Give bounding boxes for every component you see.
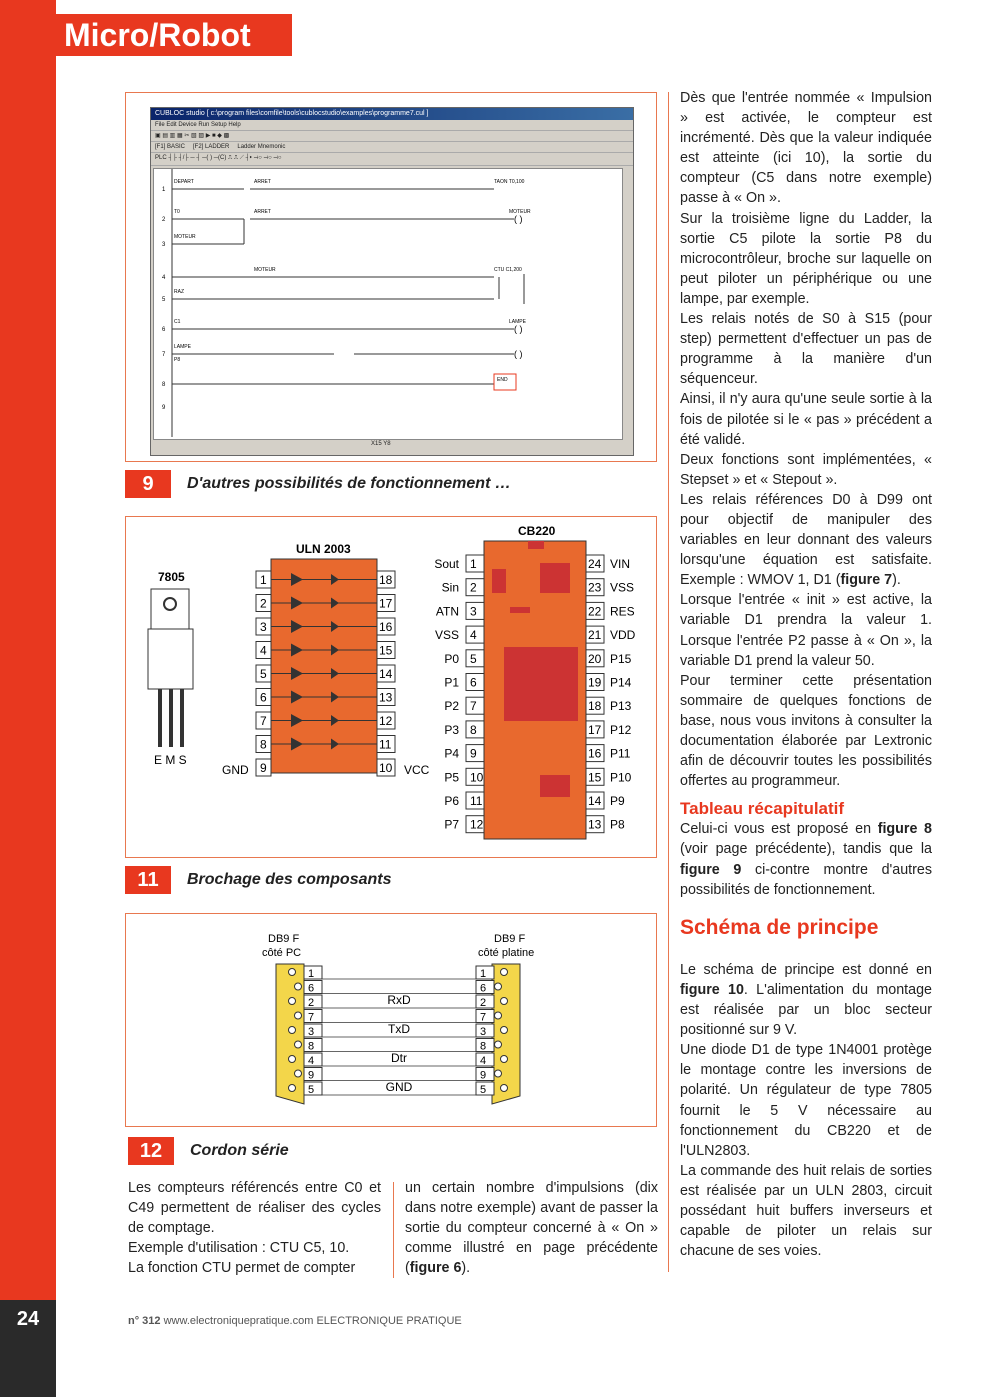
db9-right-contact xyxy=(501,1056,508,1063)
db9-left-pin: 6 xyxy=(308,982,315,995)
column-rule xyxy=(393,1182,394,1278)
col1-para-3: La fonction CTU permet de compter xyxy=(128,1260,356,1277)
ladder-label-arret: ARRET xyxy=(254,179,271,185)
cb-pin-name-left: VSS xyxy=(434,628,459,643)
footer xyxy=(128,1315,462,1327)
uln-label: ULN 2003 xyxy=(296,542,351,556)
col1-para-1: Les compteurs référencés entre C0 et C49 permettent de réaliser des cycles de comptage. xyxy=(128,1180,381,1237)
left-red-band xyxy=(0,0,56,1397)
db9-left-contact xyxy=(295,1070,302,1077)
figure-12-caption-text: Cordon série xyxy=(190,1142,289,1159)
toolbar: ▣ ▤ ▥ ▦ ✂ ▧ ▨ ▶ ■ ◆ ▩ xyxy=(151,131,633,142)
cb-pin-name-left: P4 xyxy=(444,746,459,761)
cb-pin-num-left: 7 xyxy=(470,699,477,714)
cb-pin-num-left: 1 xyxy=(470,557,477,571)
figure-10-ref: figure 10 xyxy=(680,981,744,998)
db9-left-contact xyxy=(289,998,296,1005)
ladder-label-p8: P8 xyxy=(174,357,181,363)
figure-11-number: 11 xyxy=(125,866,171,894)
cb-pin-num-right: 19 xyxy=(588,675,602,690)
pinout-diagram xyxy=(126,517,656,857)
ladder-editor xyxy=(153,168,623,440)
figure-11-frame xyxy=(125,516,657,858)
menu-bar: File Edit Device Run Setup Help xyxy=(151,120,633,131)
uln-pin-right-12: 12 xyxy=(379,714,393,728)
ladder-palette: PLC ┤├ ┤/├ ─ ┤ ─( ) ─(C) ⎍ ⎍ ⟋ ┤▸ ⊣○ ⊣○ ⊣○ xyxy=(151,153,633,166)
uln-pin-left-7: 7 xyxy=(260,714,267,728)
db9-right-pin: 7 xyxy=(480,1011,487,1024)
cb-pin-name-left: Sout xyxy=(434,557,459,571)
cb-pin-num-left: 3 xyxy=(470,604,477,619)
db9-right-sub: côté platine xyxy=(478,947,535,959)
cb-pin-num-left: 12 xyxy=(470,817,484,832)
cb-pin-num-left: 9 xyxy=(470,746,477,761)
magazine-name: ELECTRONIQUE PRATIQUE xyxy=(316,1315,462,1327)
ladder-label-raz: RAZ xyxy=(174,289,184,295)
db9-left-pin: 9 xyxy=(308,1069,315,1082)
cb-pin-name-left: P5 xyxy=(444,770,459,785)
cb-pin-name-right: VIN xyxy=(610,557,631,571)
db9-left-pin: 4 xyxy=(308,1055,315,1067)
uln-pin-left-5: 5 xyxy=(260,667,267,681)
right-para-6: Les relais références D0 à D99 ont pour objectif de manipuler des variables en leur donnant des valeurs lorsqu'une équation est satisfaite. Exemple : WMOV 1, D1 (figure 7). xyxy=(680,491,932,589)
uln-vcc-label: VCC xyxy=(404,763,430,777)
col2-para: un certain nombre d'impulsions (dix dans notre exemple) avant de passer la sortie du compteur concerné à « On » comme illustré en page précédente (figure 6). xyxy=(405,1180,658,1277)
figure-6-ref: figure 6 xyxy=(409,1260,462,1277)
cb-pin-num-right: 18 xyxy=(588,699,602,714)
right-column-rule xyxy=(668,92,669,1272)
db9-right-title: DB9 F xyxy=(494,933,526,945)
db9-left-pin: 8 xyxy=(308,1040,315,1053)
svg-text:6: 6 xyxy=(162,327,166,333)
svg-text:3: 3 xyxy=(162,242,166,248)
cb220-label: CB220 xyxy=(518,524,556,538)
website[interactable]: www.electroniquepratique.com xyxy=(163,1315,314,1327)
column-1 xyxy=(128,1178,381,1278)
cb-pin-name-left: Sin xyxy=(441,580,459,595)
right-para-7: Lorsque l'entrée « init » est active, la variable D1 prendra la valeur 1. Lorsque l'entrée P2 passe à « On », la variable D1 prend la valeur 50. xyxy=(680,592,932,669)
svg-text:2: 2 xyxy=(162,217,166,223)
ladder-label-taon: TAON T0,100 xyxy=(494,179,525,185)
svg-text:4: 4 xyxy=(162,275,166,281)
cb-pin-num-left: 6 xyxy=(470,675,477,690)
db9-cable-diagram xyxy=(126,914,656,1126)
reg-label: 7805 xyxy=(158,570,185,584)
db9-left-title: DB9 F xyxy=(268,933,300,945)
ladder-label-arret-2: ARRET xyxy=(254,209,271,215)
uln-pin-left-4: 4 xyxy=(260,643,267,658)
db9-right-pin: 6 xyxy=(480,982,487,995)
cb-pin-num-left: 2 xyxy=(470,580,477,595)
cb-pin-num-right: 16 xyxy=(588,746,602,761)
cb-pin-num-right: 22 xyxy=(588,604,602,619)
db9-left-pin: 3 xyxy=(308,1026,315,1038)
db9-right-contact xyxy=(495,1070,502,1077)
db9-right-pin: 1 xyxy=(480,968,487,980)
db9-right-contact xyxy=(501,998,508,1005)
svg-text:9: 9 xyxy=(162,405,166,411)
cb-pin-name-right: P14 xyxy=(610,675,632,690)
status-bar: X15 Y8 xyxy=(371,441,391,447)
ladder-label-c1: C1 xyxy=(174,319,181,325)
cb-pin-name-left: P0 xyxy=(444,651,459,666)
db9-right-contact xyxy=(495,1041,502,1048)
cb-pin-name-left: P7 xyxy=(444,817,459,832)
cb-pin-num-left: 4 xyxy=(470,628,477,643)
right-column xyxy=(680,88,932,1261)
uln-pin-left-6: 6 xyxy=(260,690,267,705)
right-para-5: Deux fonctions sont implémentées, « Stepset » et « Stepout ». xyxy=(680,451,932,488)
cb-pin-name-right: P13 xyxy=(610,699,632,714)
right-para-10: Le schéma de principe est donné en figure 10. L'alimentation du montage est réalisée par un bloc secteur positionné sur 9 V. xyxy=(680,961,932,1039)
cubloc-window xyxy=(150,107,634,456)
ladder-label-ctu: CTU C1,200 xyxy=(494,267,522,273)
db9-signal-label: RxD xyxy=(387,993,411,1007)
db9-right-pin: 9 xyxy=(480,1069,487,1082)
db9-signal-label: Dtr xyxy=(391,1051,407,1065)
svg-text:8: 8 xyxy=(162,382,166,388)
cb-pin-num-right: 17 xyxy=(588,722,602,737)
figure-11-caption-text: Brochage des composants xyxy=(187,871,392,888)
cb-pin-num-right: 23 xyxy=(588,580,602,595)
uln-pin-left-1: 1 xyxy=(260,573,267,587)
uln-pin-right-11: 11 xyxy=(379,737,392,752)
db9-right-pin: 3 xyxy=(480,1026,487,1038)
cb-pin-num-right: 21 xyxy=(588,628,602,643)
right-para-4: Ainsi, il n'y aura qu'une seule sortie à la fois de pilotée si le « pas » précédent a été validé. xyxy=(680,391,932,448)
db9-right-contact xyxy=(501,1085,508,1092)
cb-pin-name-right: VDD xyxy=(610,628,636,643)
figure-9-number: 9 xyxy=(125,470,171,498)
cb-pin-name-left: ATN xyxy=(435,604,459,619)
tab-bar xyxy=(151,142,633,153)
uln-pin-left-3: 3 xyxy=(260,620,267,634)
tab-mnemonic[interactable]: Ladder Mnemonic xyxy=(237,144,286,150)
cb-pin-num-left: 11 xyxy=(470,794,483,808)
figure-11-caption xyxy=(125,866,392,894)
db9-right-contact xyxy=(495,983,502,990)
db9-left-sub: côté PC xyxy=(262,947,302,959)
svg-text:( ): ( ) xyxy=(514,324,523,334)
uln-pin-right-14: 14 xyxy=(379,667,393,681)
cb-pin-num-left: 5 xyxy=(470,651,477,666)
uln-pin-right-10: 10 xyxy=(379,761,393,775)
db9-left-pin: 5 xyxy=(308,1084,315,1096)
db9-right-contact xyxy=(501,1027,508,1034)
issue-number: n° 312 xyxy=(128,1315,161,1327)
figure-8-ref: figure 8 xyxy=(877,821,932,838)
db9-signal-label: TxD xyxy=(388,1022,410,1036)
db9-right-pin: 2 xyxy=(480,997,487,1009)
db9-right-contact xyxy=(501,969,508,976)
uln-pin-right-13: 13 xyxy=(379,690,393,705)
right-para-3: Les relais notés de S0 à S15 (pour step) permettent d'effectuer un pas de programme à la manière d'un séquenceur. xyxy=(680,311,932,388)
right-para-8: Pour terminer cette présentation sommaire de quelques fonctions de base, nous vous invitons à consulter la documentation élaborée par Lextronic afin de découvrir toutes les possibilités offertes au programmeur. xyxy=(680,672,932,790)
cb-pin-name-right: RES xyxy=(610,604,635,619)
figure-9-caption xyxy=(125,470,511,498)
cb-pin-num-right: 14 xyxy=(588,794,602,808)
db9-left-contact xyxy=(289,1085,296,1092)
column-2 xyxy=(405,1178,658,1278)
svg-text:1: 1 xyxy=(162,187,166,193)
right-para-11: Une diode D1 de type 1N4001 protège le montage contre les inversions de polarité. Un régulateur de type 7805 fournit le 5 V nécessaire au fonctionnement du CB220 et de l'ULN2803. xyxy=(680,1042,932,1159)
ladder-diagram xyxy=(154,169,622,439)
window-title: CUBLOC studio [ c:\program files\comfile\tools\cublocstudio\examples\programme7.cul ] xyxy=(151,108,633,120)
figure-12-number: 12 xyxy=(128,1137,174,1165)
cb-pin-num-right: 13 xyxy=(588,817,602,832)
db9-right-pin: 5 xyxy=(480,1084,487,1096)
section-header: Micro/Robot xyxy=(56,14,292,56)
col1-para-2: Exemple d'utilisation : CTU C5, 10. xyxy=(128,1240,350,1257)
db9-left-contact xyxy=(295,1012,302,1019)
heading-tableau: Tableau récapitulatif xyxy=(680,799,845,819)
uln-pin-right-18: 18 xyxy=(379,573,393,587)
figure-7-ref: figure 7 xyxy=(840,572,893,589)
figure-12-caption xyxy=(128,1137,289,1165)
cb-pin-name-left: P6 xyxy=(444,794,459,808)
cb-pin-name-right: P11 xyxy=(610,746,631,761)
ladder-label-moteur-out: MOTEUR xyxy=(509,209,531,215)
db9-right-pin: 4 xyxy=(480,1055,487,1067)
cb-pin-num-right: 24 xyxy=(588,557,602,571)
cb-pin-num-left: 8 xyxy=(470,722,477,737)
ladder-label-moteur: MOTEUR xyxy=(174,234,196,240)
right-para-9: Celui-ci vous est proposé en figure 8 (voir page précédente), tandis que la figure 9 ci-contre montre d'autres possibilités de fonctionnement. xyxy=(680,821,933,898)
svg-text:( ): ( ) xyxy=(514,214,523,224)
cb-pin-num-right: 20 xyxy=(588,651,602,666)
db9-signal-label: GND xyxy=(385,1080,413,1094)
page-number: 24 xyxy=(16,1308,40,1330)
heading-schema: Schéma de principe xyxy=(680,915,879,939)
cb-pin-name-right: P10 xyxy=(610,770,632,785)
db9-left-contact xyxy=(289,1027,296,1034)
cb-pin-name-left: P1 xyxy=(444,675,459,690)
cb-pin-num-left: 10 xyxy=(470,770,484,785)
cb-pin-name-right: P12 xyxy=(610,722,632,737)
right-para-12: La commande des huit relais de sorties est réalisée par un ULN 2803, circuit possédant huit buffers inverseurs et capable de piloter un relais sur chacune de ses voies. xyxy=(680,1162,932,1260)
db9-left-pin: 7 xyxy=(308,1011,315,1024)
tab-basic[interactable]: [F1] BASIC xyxy=(155,144,186,150)
db9-left-contact xyxy=(295,1041,302,1048)
uln-pin-left-9: 9 xyxy=(260,761,267,775)
uln-pin-right-15: 15 xyxy=(379,643,393,658)
cb-pin-name-right: P15 xyxy=(610,651,632,666)
db9-left-contact xyxy=(295,983,302,990)
cb-pin-name-left: P2 xyxy=(444,699,459,714)
figure-9-ref: figure 9 xyxy=(680,861,742,878)
figure-9-caption-text: D'autres possibilités de fonctionnement … xyxy=(187,475,511,492)
cb-pin-name-right: P9 xyxy=(610,794,625,808)
svg-text:5: 5 xyxy=(162,297,166,303)
db9-right-pin: 8 xyxy=(480,1040,487,1053)
cb-pin-num-right: 15 xyxy=(588,770,602,785)
tab-ladder[interactable]: [F2] LADDER xyxy=(193,144,230,150)
svg-text:7: 7 xyxy=(162,352,166,358)
ladder-label-lampe: LAMPE xyxy=(174,344,191,350)
cb-pin-name-right: VSS xyxy=(610,580,635,595)
ladder-label-lampe-out: LAMPE xyxy=(509,319,526,325)
db9-left-pin: 2 xyxy=(308,997,315,1009)
uln-gnd-label: GND xyxy=(222,763,249,777)
figure-12-frame xyxy=(125,913,657,1127)
reg-pins: E M S xyxy=(154,753,187,767)
ladder-label-moteur-3: MOTEUR xyxy=(254,267,276,273)
uln-pin-right-16: 16 xyxy=(379,620,393,634)
ladder-label-t0: T0 xyxy=(174,209,180,215)
db9-left-contact xyxy=(289,969,296,976)
ladder-label-depart: DEPART xyxy=(174,179,194,185)
svg-text:( ): ( ) xyxy=(514,349,523,359)
uln-pin-right-17: 17 xyxy=(379,596,393,611)
cb-pin-name-left: P3 xyxy=(444,722,459,737)
cb-pin-name-right: P8 xyxy=(610,817,625,832)
uln-pin-left-8: 8 xyxy=(260,737,267,752)
db9-left-pin: 1 xyxy=(308,968,315,980)
ladder-label-end: END xyxy=(497,377,508,383)
right-para-2: Sur la troisième ligne du Ladder, la sortie C5 pilote la sortie P8 du microcontrôleur, broche sur laquelle on peut piloter un périphérique ou une lampe, par exemple. xyxy=(680,210,932,307)
db9-right-contact xyxy=(495,1012,502,1019)
uln-pin-left-2: 2 xyxy=(260,596,267,611)
right-para-1: Dès que l'entrée nommée « Impulsion » est activée, le compteur est incrémenté. Dès que la valeur indiquée est atteinte (ici 10), la sortie du compteur (C5 dans notre exemple) passe à « On ». xyxy=(680,90,932,207)
db9-left-contact xyxy=(289,1056,296,1063)
